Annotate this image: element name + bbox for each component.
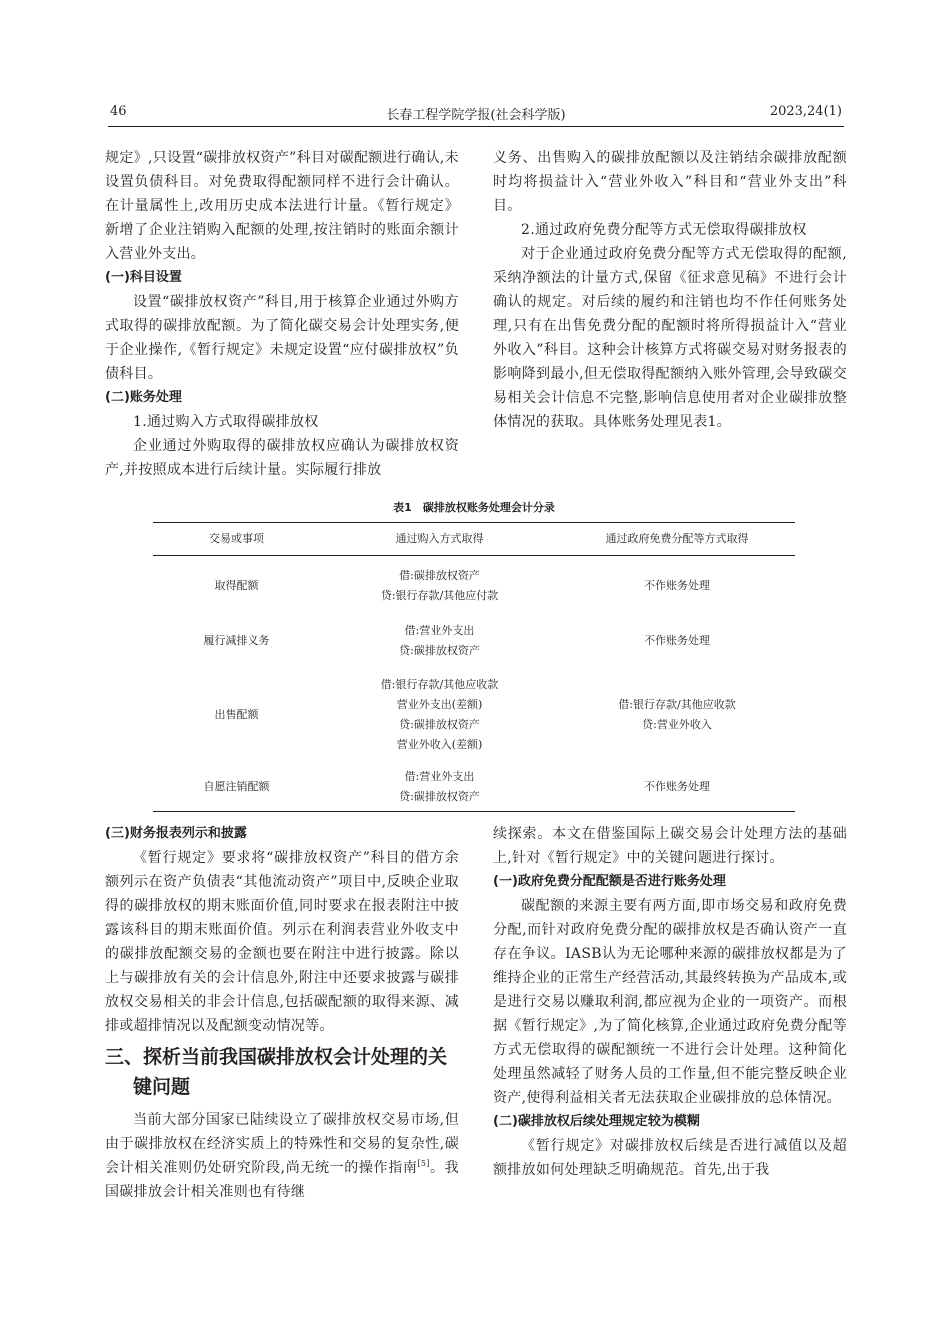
paragraph-section3 <box>105 1108 459 1204</box>
top-left-column <box>105 146 459 482</box>
row-purchase-entry <box>320 666 559 764</box>
paragraph-free-allocation: 对于企业通过政府免费分配等方式无偿取得的配额,采纳净额法的计量方式,保留《征求意见稿》不进行会计确认的规定。对后续的履约和注销也均不作任何账务处理,只有在出售免费分配的配额时将所得损益计入“营业外收入”科目。这种会计核算方式将碳交易对财务报表的影响降到最小,但无偿取得配额纳入账外管理,会导致碳交易相关会计信息不完整,影响信息使用者对企业碳排放整体情况的获取。具体账务处理见表1。 <box>493 246 847 430</box>
paragraph-continued: 续探索。本文在借鉴国际上碳交易会计处理方法的基础上,针对《暂行规定》中的关键问题进行探讨。 <box>493 826 847 866</box>
paragraph-free-allocation-question: 碳配额的来源主要有两方面,即市场交易和政府免费分配,而针对政府免费分配的碳排放权是否确认资产一直存在争议。IASB认为无论哪种来源的碳排放权都是为了维持企业的正常生产经营活动,其最终转换为产品成本,或是进行交易以赚取利润,都应视为企业的一项资产。而根据《暂行规定》,为了简化核算,企业通过政府免费分配等方式无偿取得的碳配额统一不进行会计处理。这种简化处理虽然减轻了财务人员的工作量,但不能完整反映企业资产,使得利益相关者无法获取企业碳排放的总体情况。 <box>493 898 847 1106</box>
subheading-free-allocation: 2.通过政府免费分配等方式无偿取得碳排放权 <box>521 222 807 238</box>
issue-info: 2023,24(1) <box>769 104 842 119</box>
entry-line: 贷:碳排放权资产 <box>399 643 480 657</box>
paragraph-purchase: 企业通过外购取得的碳排放权应确认为碳排放权资产,并按照成本进行后续计量。实际履行排放 <box>105 438 459 478</box>
entry-line: 借:营业外支出 <box>404 623 475 637</box>
table-row <box>153 764 795 812</box>
row-free-entry <box>559 556 795 616</box>
entry-line: 贷:银行存款/其他应付款 <box>380 588 499 602</box>
heading-subject-setup: (一)科目设置 <box>105 270 182 285</box>
entry-line: 借:碳排放权资产 <box>399 568 480 582</box>
row-item: 自愿注销配额 <box>203 780 270 794</box>
paragraph-subject-setup: 设置“碳排放权资产”科目,用于核算企业通过外购方式取得的碳排放配额。为了简化碳交易会计处理实务,便于企业操作,《暂行规定》未规定设置“应付碳排放权”负债科目。 <box>105 294 459 382</box>
table-row <box>153 616 795 666</box>
citation-ref[interactable]: [5] <box>417 1159 430 1168</box>
row-purchase-entry <box>320 616 559 666</box>
section-title: 三、探析当前我国碳排放权会计处理的关键问题 <box>105 1046 448 1098</box>
entry-line: 借:银行存款/其他应收款 <box>618 697 736 711</box>
entry-line: 营业外收入(差额) <box>396 737 483 751</box>
paragraph-text-end: 。我国碳排放会计相关准则也有待继 <box>105 1160 459 1200</box>
accounting-entries-table <box>153 522 795 812</box>
paragraph-continued: 规定》,只设置“碳排放权资产”科目对碳配额进行确认,未设置负债科目。对免费取得配额同样不进行会计确认。在计量属性上,改用历史成本法进行计量。《暂行规定》新增了企业注销购入配额的处理,按注销时的账面余额计入营业外支出。 <box>105 150 459 262</box>
entry-line: 不作账务处理 <box>644 780 710 794</box>
journal-title: 长春工程学院学报(社会科学版) <box>386 108 566 123</box>
entry-line: 借:银行存款/其他应收款 <box>380 677 499 691</box>
row-free-entry <box>559 616 795 666</box>
paragraph-disclosure: 《暂行规定》要求将“碳排放权资产”科目的借方余额列示在资产负债表“其他流动资产”项目中,反映企业取得的碳排放权的期末账面价值,同时要求在报表附注中披露该科目的期末账面价值。列示在利润表营业外收支中的碳排放配额交易的金额也要在附注中进行披露。除以上与碳排放有关的会计信息外,附注中还要求披露与碳排放权交易相关的非会计信息,包括碳配额的取得来源、减排或超排情况以及配额变动情况等。 <box>105 850 459 1034</box>
entry-line: 营业外支出(差额) <box>396 697 483 711</box>
row-purchase-entry <box>320 556 559 616</box>
paragraph-text: 当前大部分国家已陆续设立了碳排放权交易市场,但由于碳排放权在经济实质上的特殊性和交易的复杂性,碳会计相关准则仍处研究阶段,尚无统一的操作指南 <box>105 1112 459 1176</box>
header-purchase: 通过购入方式取得 <box>320 523 559 556</box>
bottom-left-column <box>105 822 459 1204</box>
row-purchase-entry <box>320 764 559 812</box>
entry-line: 贷:碳排放权资产 <box>399 717 480 731</box>
row-free-entry <box>559 666 795 764</box>
entry-line: 贷:营业外收入 <box>642 717 712 731</box>
entry-line: 不作账务处理 <box>644 633 710 647</box>
row-item: 出售配额 <box>214 707 259 721</box>
row-item: 取得配额 <box>214 578 259 592</box>
heading-accounting-treatment: (二)账务处理 <box>105 390 182 405</box>
heading-subsequent-treatment: (二)碳排放权后续处理规定较为模糊 <box>493 1114 700 1129</box>
paragraph-continued: 义务、出售购入的碳排放配额以及注销结余碳排放配额时均将损益计入“营业外收入”科目和“营业外支出”科目。 <box>493 150 847 214</box>
table-row <box>153 666 795 764</box>
running-header <box>108 104 844 127</box>
bottom-right-column <box>493 822 847 1182</box>
entry-line: 贷:碳排放权资产 <box>399 790 480 804</box>
page-number: 46 <box>110 104 127 119</box>
paragraph-subsequent-treatment: 《暂行规定》对碳排放权后续是否进行减值以及超额排放如何处理缺乏明确规范。首先,出于我 <box>493 1138 847 1178</box>
entry-line: 借:营业外支出 <box>404 770 475 784</box>
top-right-column <box>493 146 847 434</box>
entry-line: 不作账务处理 <box>644 578 710 592</box>
row-item: 履行减排义务 <box>203 633 270 647</box>
header-item: 交易或事项 <box>153 523 320 556</box>
table-header-row <box>153 523 795 556</box>
subheading-purchase: 1.通过购入方式取得碳排放权 <box>133 414 319 430</box>
header-free: 通过政府免费分配等方式取得 <box>559 523 795 556</box>
table-row <box>153 556 795 616</box>
heading-disclosure: (三)财务报表列示和披露 <box>105 826 247 841</box>
heading-free-allocation-question: (一)政府免费分配配额是否进行账务处理 <box>493 874 726 889</box>
row-free-entry <box>559 764 795 812</box>
table-caption: 表1 碳排放权账务处理会计分录 <box>393 501 555 514</box>
